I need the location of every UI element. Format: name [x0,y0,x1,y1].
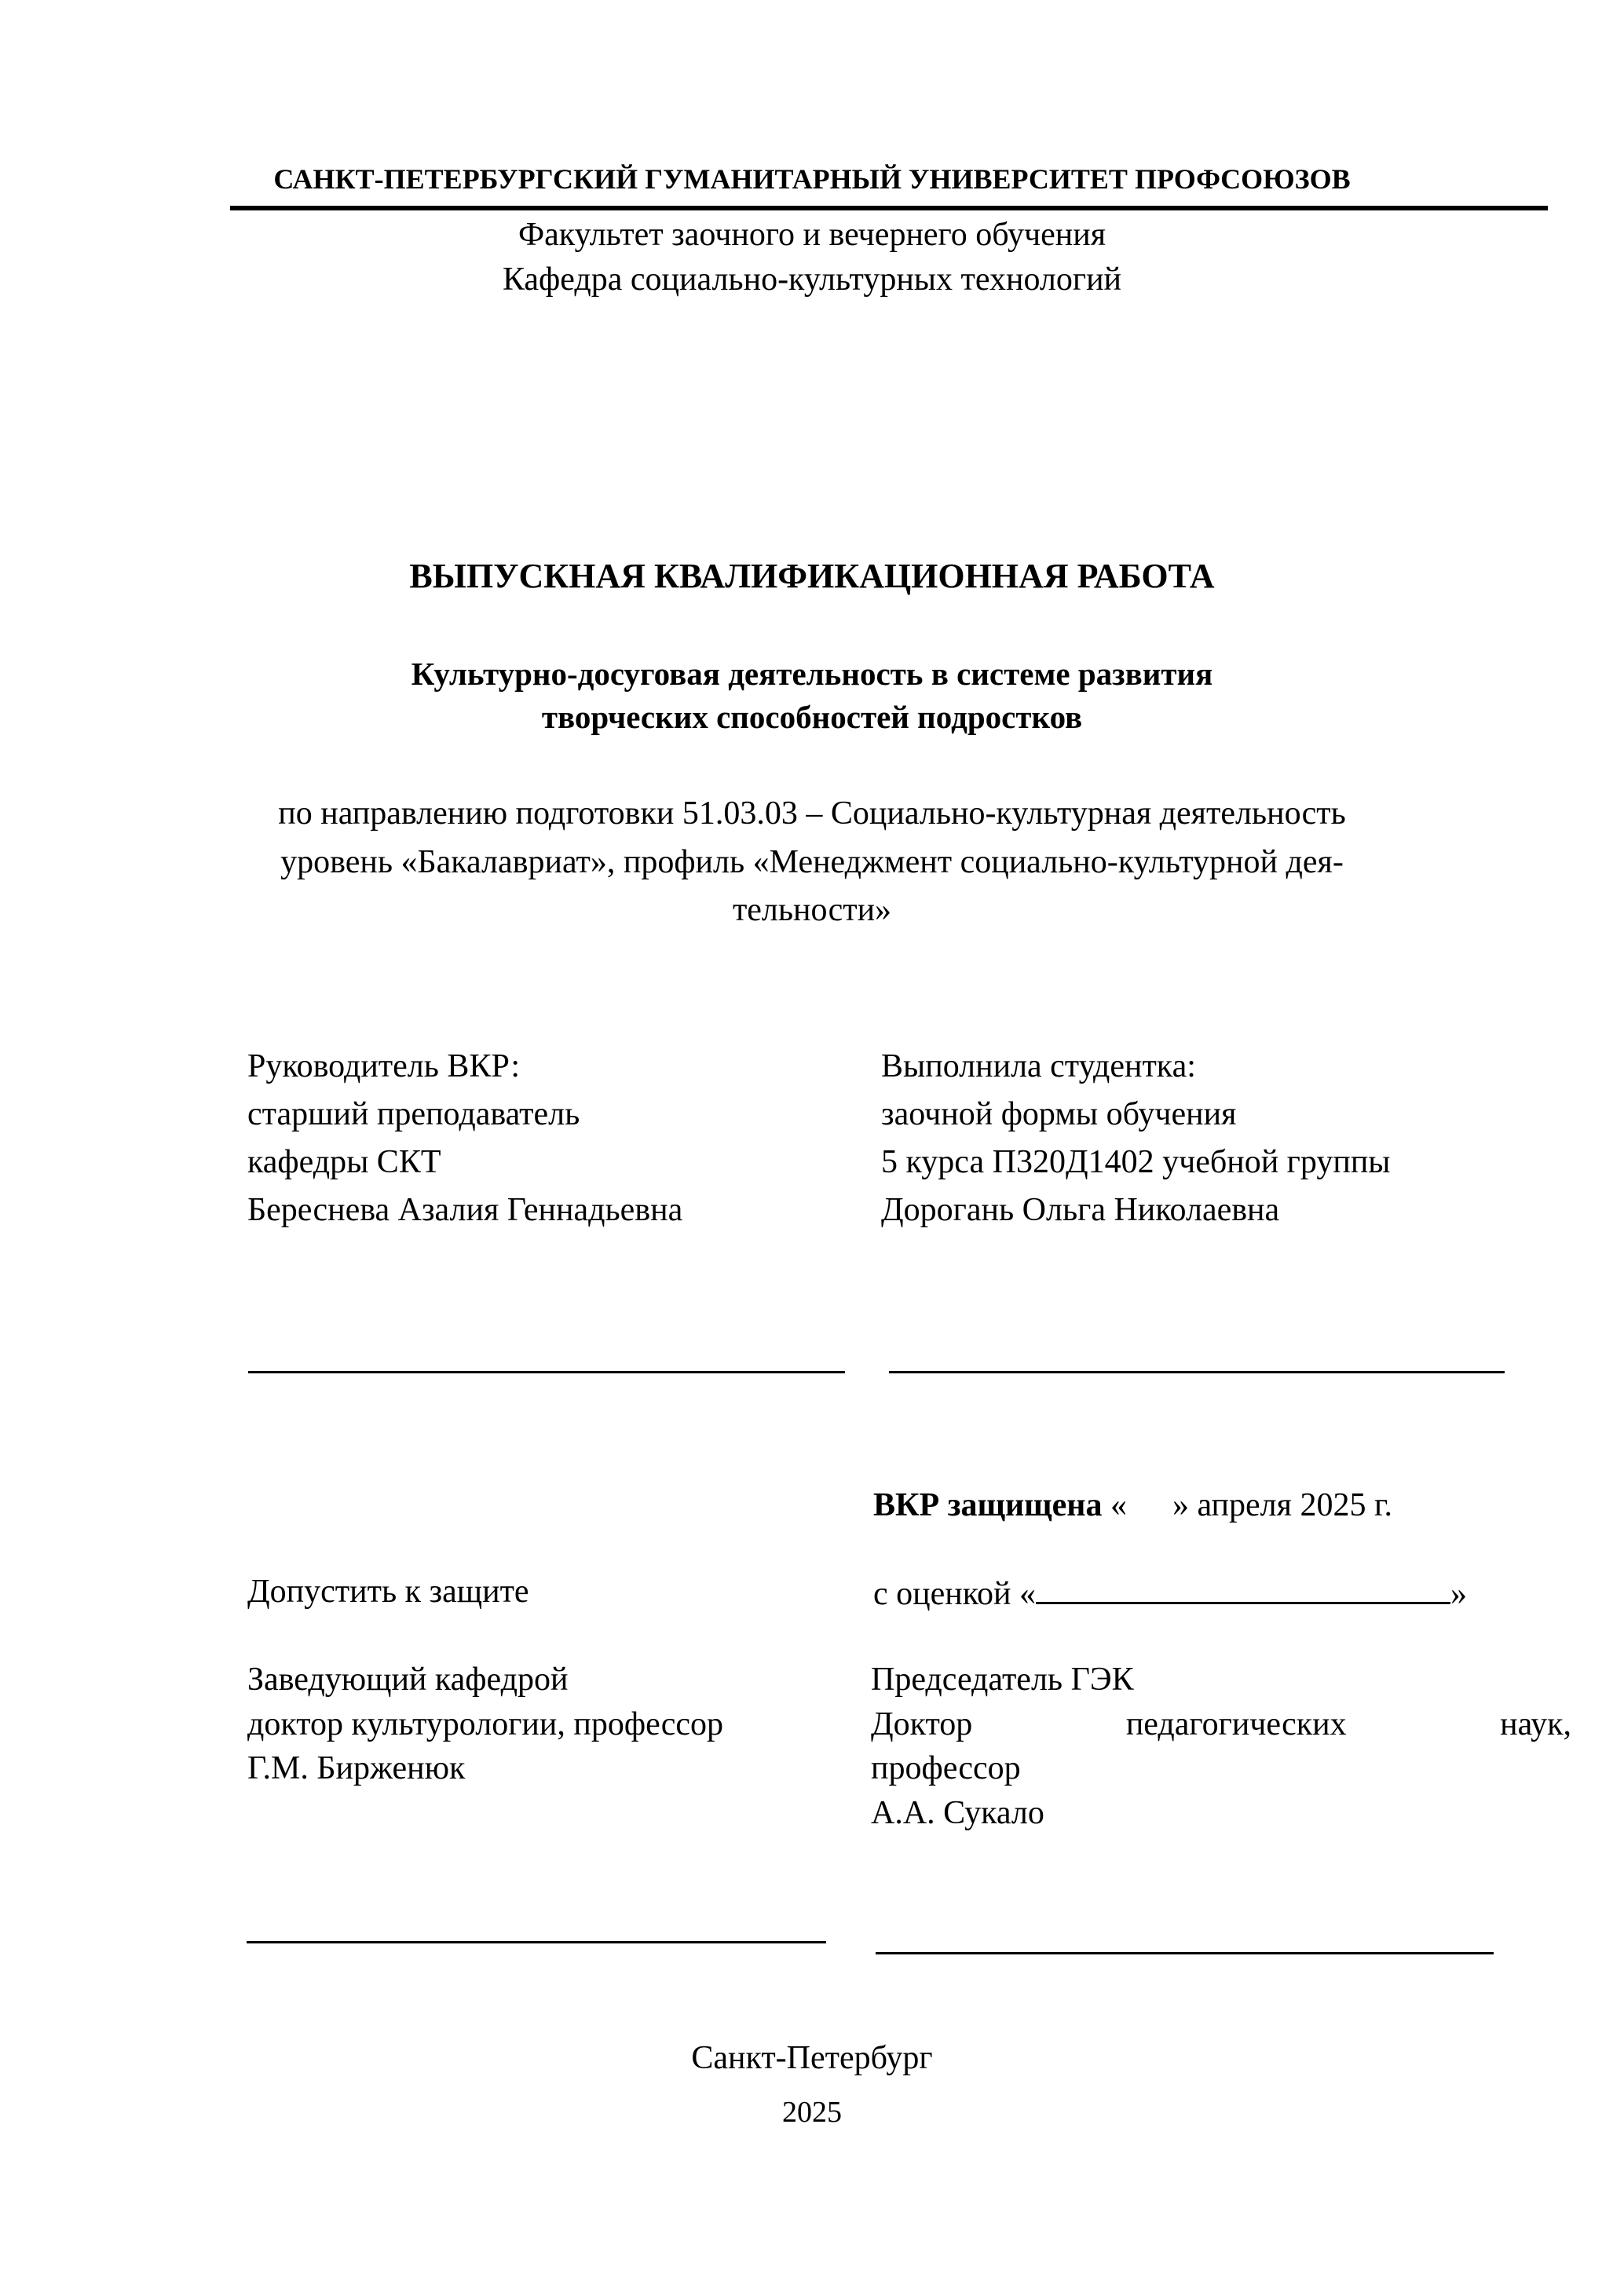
defended-label: ВКР защищена [873,1487,1103,1523]
department-name: Кафедра социально-культурных технологий [502,261,1122,298]
chairman-degree-word: Доктор [871,1706,973,1742]
chairman-rank: профессор [871,1750,1021,1786]
defense-date-line [873,1489,1392,1522]
grade-close-quote: » [1450,1576,1467,1612]
admit-label: Допустить к защите [247,1574,529,1610]
university-name: САНКТ-ПЕТЕРБУРГСКИЙ ГУМАНИТАРНЫЙ УНИВЕРСИТЕТ ПРОФСОЮЗОВ [273,163,1351,195]
head-degree: доктор культурологии, профессор [247,1706,724,1742]
chairman-degree [871,1708,1571,1741]
date-open-quote: « [1110,1487,1127,1523]
topic-line-1: Культурно-досуговая деятельность в системе развития [411,656,1213,692]
year: 2025 [782,2096,842,2129]
grade-line [873,1575,1467,1610]
topic-line-2: творческих способностей подростков [541,699,1083,735]
header-divider [230,206,1548,210]
student-form: заочной формы обучения [881,1096,1237,1132]
faculty-name: Факультет заочного и вечернего обучения [518,217,1106,253]
chairman-name: А.А. Сукало [871,1795,1044,1831]
head-name: Г.М. Бирженюк [247,1750,466,1786]
supervisor-position: старший преподаватель [247,1096,580,1132]
date-rest: » апреля 2025 г. [1172,1487,1392,1523]
grade-label: с оценкой « [873,1576,1036,1612]
chairman-title: Председатель ГЭК [871,1662,1134,1698]
chairman-degree-word: наук, [1500,1706,1571,1742]
chairman-degree-word: педагогических [1125,1706,1347,1742]
head-title: Заведующий кафедрой [247,1662,569,1698]
student-label: Выполнила студентка: [881,1048,1196,1084]
city: Санкт-Петербург [691,2040,933,2076]
direction-line-1: по направлению подготовки 51.03.03 – Социально-культурная деятельность [278,795,1346,832]
grade-blank [1036,1575,1450,1604]
student-name: Дорогань Ольга Николаевна [881,1192,1280,1228]
supervisor-name: Береснева Азалия Геннадьевна [247,1192,683,1228]
chairman-signature-line [876,1952,1494,1954]
head-signature-line [247,1941,826,1943]
direction-line-3: тельности» [732,892,892,928]
work-type-title: ВЫПУСКНАЯ КВАЛИФИКАЦИОННАЯ РАБОТА [409,557,1215,595]
student-signature-line [889,1371,1505,1373]
supervisor-signature-line [248,1371,845,1373]
student-group: 5 курса П320Д1402 учебной группы [881,1144,1391,1180]
supervisor-label: Руководитель ВКР: [247,1048,521,1084]
direction-line-2: уровень «Бакалавриат», профиль «Менеджмент социально-культурной дея- [280,844,1344,880]
supervisor-department: кафедры СКТ [247,1144,441,1180]
